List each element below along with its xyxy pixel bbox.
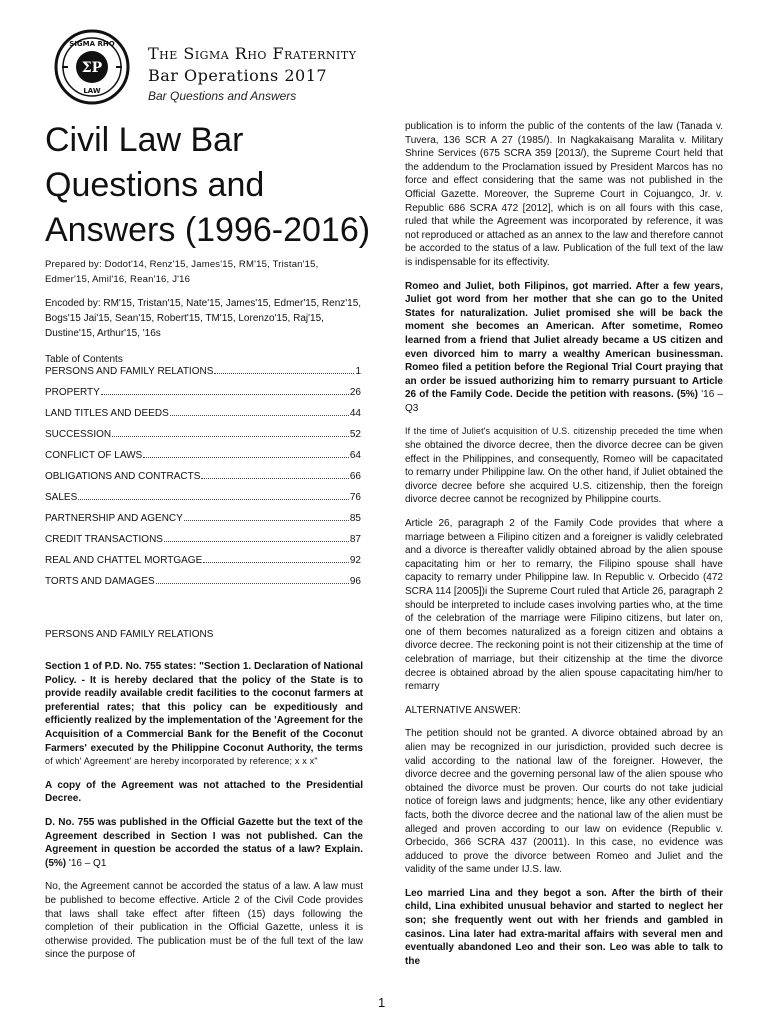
toc-item-page: 26: [349, 387, 361, 398]
right-column-text: [405, 120, 723, 978]
toc-item-label: CONFLICT OF LAWS: [45, 450, 143, 461]
toc-item-page: 66: [349, 471, 361, 482]
toc-item-label: OBLIGATIONS AND CONTRACTS: [45, 471, 201, 482]
toc-item-label: TORTS AND DAMAGES: [45, 576, 155, 587]
toc-item[interactable]: [45, 429, 361, 450]
toc-item[interactable]: [45, 534, 361, 555]
toc-leader: [170, 415, 349, 416]
question-tag: '16 – Q3: [405, 389, 723, 414]
toc-item-page: 87: [349, 534, 361, 545]
question-paragraph: Leo married Lina and they begot a son. After the birth of their child, Lina exhibited unusual behavior and started to neglect her son; she frequently went out with her friends and gambled in casinos. Lina later had extra-marital affairs with several men and eventually abandoned Leo and their son. Leo was able to talk to the: [405, 887, 723, 967]
left-column-text: [45, 660, 363, 972]
fraternity-seal-logo: [52, 27, 132, 107]
header-tagline: Bar Questions and Answers: [148, 89, 297, 103]
toc-item-label: SUCCESSION: [45, 429, 112, 440]
toc-item-page: 64: [349, 450, 361, 461]
toc-item-label: PARTNERSHIP AND AGENCY: [45, 513, 183, 524]
title-line-3: Answers (1996-2016): [45, 211, 371, 249]
toc-item[interactable]: [45, 555, 361, 576]
seal-monogram: ΣP: [81, 60, 103, 76]
org-name: The Sigma Rho Fraternity: [148, 44, 357, 63]
toc-item[interactable]: [45, 576, 361, 597]
question-text: D. No. 755 was published in the Official Gazette but the text of the Agreement described in Section I was not published. Can the Agreement in question be accorded the status of a law? Explain. (5%): [45, 816, 363, 869]
answer-paragraph: No, the Agreement cannot be accorded the status of a law. A law must be published to become effective. Article 2 of the Civil Code provides that laws shall take effect after fifteen (15) days following the completion of their publication in the Official Gazette, unless it is otherwise provided. The publication must be of the full text of the law since the purpose of: [45, 881, 363, 961]
toc-item[interactable]: [45, 450, 361, 471]
toc-item[interactable]: [45, 387, 361, 408]
alternative-answer-label: ALTERNATIVE ANSWER:: [405, 704, 521, 716]
question-paragraph: [45, 816, 363, 870]
toc-leader: [201, 478, 348, 479]
answer-paragraph: [405, 425, 723, 507]
title-line-1: Civil Law Bar: [45, 121, 244, 159]
question-tag: '16 – Q1: [66, 857, 107, 869]
toc-item-page: 85: [349, 513, 361, 524]
toc-item-label: LAND TITLES AND DEEDS: [45, 408, 169, 419]
toc-leader: [164, 541, 349, 542]
question-text: Romeo and Juliet, both Filipinos, got married. After a few years, Juliet got word from her mother that she can go to the United States for naturalization. Juliet promised she will be back the moment she becomes an American. After sometime, Romeo learned from a friend that Juliet already became a US citizen and even divorced him to marry a wealthy American businessman. Romeo filed a petition before the Regional Trial Court praying that an order be issued authorizing him to remarry pursuant to Article 26 of the Family Code. Decide the petition with reasons. (5%): [405, 280, 723, 401]
table-of-contents: [45, 366, 361, 597]
toc-item[interactable]: [45, 492, 361, 513]
ops-name: Bar Operations 2017: [148, 66, 328, 85]
toc-item[interactable]: [45, 408, 361, 429]
seal-bottom-text: LAW: [83, 87, 101, 95]
prepared-by: Prepared by: Dodot'14, Renz'15, James'15, RM'15, Tristan'15, Edmer'15, Amil'16, Rean'16, J'16: [45, 259, 319, 285]
toc-item-page: 92: [349, 555, 361, 566]
encoded-by: Encoded by: RM'15, Tristan'15, Nate'15, James'15, Edmer'15, Renz'15, Bogs'15 Jai'15, Sean'15, Robert'15, TM'15, Lorenzo'15, Raj'15, Dustine'15, Arthur'15, '16s: [45, 298, 362, 339]
toc-item-page: 96: [349, 576, 361, 587]
question-paragraph: [45, 660, 363, 769]
toc-leader: [214, 373, 354, 374]
toc-leader: [143, 457, 349, 458]
toc-leader: [78, 499, 349, 500]
toc-item-page: 76: [349, 492, 361, 503]
answer-lead: If the time of Juliet's acquisition of U.S. citizenship preceded the time: [405, 426, 696, 437]
toc-item-label: PROPERTY: [45, 387, 100, 398]
seal-top-text: SIGMA RHO: [69, 40, 115, 48]
question-paragraph: [405, 280, 723, 416]
toc-item-label: SALES: [45, 492, 78, 503]
toc-item-label: REAL AND CHATTEL MORTGAGE: [45, 555, 203, 566]
toc-leader: [203, 562, 349, 563]
toc-leader: [156, 583, 349, 584]
document-title: [45, 118, 375, 253]
question-tail: of which' Agreement' are hereby incorporated by reference; x x x": [45, 756, 318, 767]
toc-item-label: CREDIT TRANSACTIONS: [45, 534, 163, 545]
question-text: Section 1 of P.D. No. 755 states: "Section 1. Declaration of National Policy. - It is hereby declared that the policy of the State is to provide readily available credit facilities to the coconut farmers at preferential rates; that this policy can be expeditiously and efficiently realized by the implementation of the 'Agreement for the Acquisition of a Commercial Bank for the Benefit of the Coconut Farmers' executed by the Philippine Coconut Authority, the terms: [45, 661, 363, 754]
toc-item[interactable]: [45, 366, 361, 387]
title-line-2: Questions and: [45, 166, 265, 204]
section-heading: PERSONS AND FAMILY RELATIONS: [45, 629, 214, 640]
answer-paragraph: The petition should not be granted. A divorce obtained abroad by an alien may be recognized in our jurisdiction, provided such decree is valid according to the national law of the foreigner. However, the divorce decree and the governing personal law of the alien spouse who obtained the divorce must be proven. Our courts do not take judicial notice of foreign laws and judgments; hence, like any other evidentiary facts, both the divorce decree and the national law of the alien must be alleged and proven according to our law on evidence (Republic v. Orbecido, 366 SCRA 437 (20011). In this case, no evidence was adduced to prove the divorce between Romeo and Juliet and the validity of the same under IJ.S. law.: [405, 728, 723, 876]
toc-heading: Table of Contents: [45, 354, 123, 365]
toc-item-page: 52: [349, 429, 361, 440]
toc-leader: [112, 436, 349, 437]
toc-leader: [101, 394, 349, 395]
toc-item-page: 44: [349, 408, 361, 419]
answer-paragraph: Article 26, paragraph 2 of the Family Code provides that where a marriage between a Filipino citizen and a foreigner is validly celebrated and a divorce is thereafter validly obtained abroad by the alien spouse capacitating him or her to remarry, the Filipino spouse shall have capacity to remarry under Philippine law. In Republic v. Orbecido (472 SCRA 114 [2005])i the Supreme Court ruled that Article 26, paragraph 2 should be interpreted to include cases involving parties who, at the time of the celebration of the marriage were Filipino citizens, but later on, one of them becomes naturalized as a foreign citizen and obtains a divorce decree. The reckoning point is not their citizenship at the time of celebration of marriage, but their citizenship at the time the divorce decree is obtained abroad by the alien spouse capacitating him/her to remarry: [405, 518, 723, 693]
answer-paragraph: publication is to inform the public of the contents of the law (Tanada v. Tuvera, 136 SCR A 27 (1985/). In Nagkakaisang Maralita v. Military Shrine Services (675 SCRA 359 [2013/), the Supreme Court held that the addendum to the Proclamation issued by President Marcos has no force and effect considering that the same was not published in the Official Gazette. Moreover, the Supreme Court in Cojuangco, Jr. v. Republic 686 SCRA 472 [2012], which is on all fours with this case, ruled that while the Agreement was incorporated by reference, it was not reproduced or attached as an annex to the law and therefore cannot be accorded to the status of a law. Publication of the full text of the law is indispensable for its effectivity.: [405, 121, 723, 268]
toc-leader: [184, 520, 349, 521]
toc-item-page: 1: [355, 366, 361, 377]
answer-text: when she obtained the divorce decree, then the divorce decree can be given effect in the Philippines, and consequently, Romeo will be capacitated to remarry under Philippine law. On the other hand, if Juliet obtained the divorce decree before she acquired U.S. citizenship, then the foreign divorce decree cannot be recognized by Philippine courts.: [405, 426, 723, 506]
question-paragraph: A copy of the Agreement was not attached to the Presidential Decree.: [45, 779, 363, 805]
toc-item[interactable]: [45, 513, 361, 534]
toc-item-label: PERSONS AND FAMILY RELATIONS: [45, 366, 214, 377]
toc-item[interactable]: [45, 471, 361, 492]
page-number: 1: [378, 995, 386, 1010]
